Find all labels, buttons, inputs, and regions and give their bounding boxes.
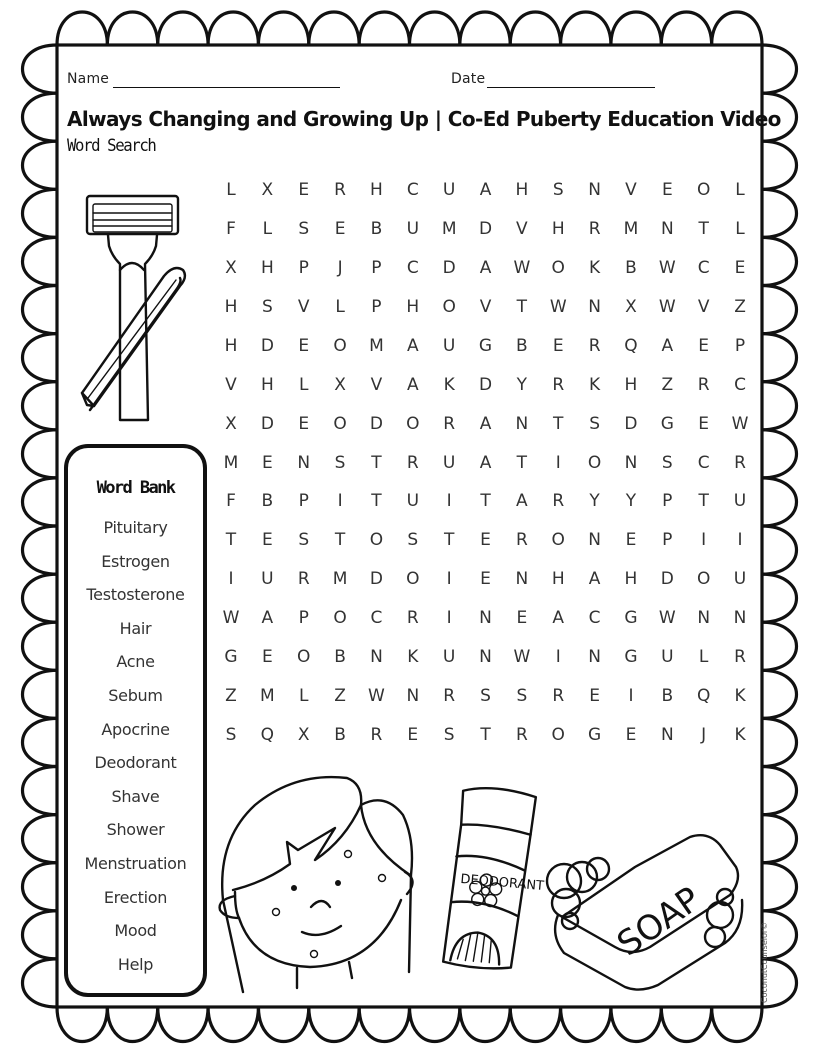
- grid-cell[interactable]: P: [662, 530, 673, 551]
- grid-cell[interactable]: E: [298, 413, 310, 434]
- grid-cell[interactable]: C: [697, 257, 710, 278]
- grid-cell[interactable]: S: [225, 725, 237, 746]
- grid-cell[interactable]: X: [334, 374, 346, 395]
- grid-cell[interactable]: B: [625, 257, 637, 278]
- grid-cell[interactable]: O: [551, 725, 565, 746]
- page-subtitle: Word Search: [67, 136, 156, 156]
- page-title: Always Changing and Growing Up | Co-Ed Puberty Education Video: [67, 107, 781, 131]
- grid-cell[interactable]: H: [224, 335, 238, 356]
- grid-cell[interactable]: U: [442, 647, 456, 668]
- grid-cell[interactable]: O: [587, 452, 602, 473]
- grid-cell[interactable]: T: [698, 491, 709, 512]
- grid-cell[interactable]: T: [371, 452, 382, 473]
- grid-cell[interactable]: D: [478, 218, 493, 239]
- grid-cell[interactable]: S: [261, 296, 273, 317]
- grid-cell[interactable]: O: [333, 608, 347, 629]
- grid-cell[interactable]: N: [515, 569, 529, 590]
- copyright-credit: CoconutCounselor©: [760, 921, 769, 1003]
- grid-cell[interactable]: E: [261, 452, 273, 473]
- razor-tweezers-illustration: [60, 180, 210, 430]
- grid-cell[interactable]: Y: [625, 491, 637, 512]
- grid-cell[interactable]: G: [224, 647, 238, 668]
- grid-cell[interactable]: J: [337, 257, 343, 278]
- grid-cell[interactable]: P: [371, 296, 382, 317]
- grid-cell[interactable]: R: [697, 374, 710, 395]
- grid-cell[interactable]: M: [332, 569, 348, 590]
- grid-cell[interactable]: R: [552, 491, 565, 512]
- word-bank-item: Estrogen: [101, 551, 170, 571]
- word-bank-item: Shower: [106, 820, 165, 840]
- grid-cell[interactable]: I: [446, 569, 452, 590]
- grid-cell[interactable]: N: [660, 725, 674, 746]
- grid-cell[interactable]: Z: [225, 686, 237, 707]
- grid-cell[interactable]: P: [662, 491, 673, 512]
- grid-cell[interactable]: E: [298, 180, 310, 200]
- grid-cell[interactable]: B: [334, 647, 346, 668]
- grid-cell[interactable]: W: [513, 647, 531, 668]
- grid-cell[interactable]: V: [297, 296, 310, 317]
- grid-cell[interactable]: R: [734, 452, 746, 473]
- grid-cell[interactable]: N: [515, 413, 529, 434]
- grid-cell[interactable]: C: [588, 608, 601, 629]
- grid-cell[interactable]: R: [588, 335, 601, 356]
- grid-cell[interactable]: R: [370, 725, 383, 746]
- grid-cell[interactable]: F: [226, 491, 236, 512]
- grid-cell[interactable]: X: [261, 180, 274, 200]
- grid-cell[interactable]: S: [516, 686, 528, 707]
- grid-cell[interactable]: M: [260, 686, 275, 707]
- grid-cell[interactable]: R: [334, 180, 346, 200]
- grid-cell[interactable]: E: [734, 257, 746, 278]
- grid-cell[interactable]: T: [553, 413, 564, 434]
- grid-cell[interactable]: C: [734, 374, 746, 395]
- grid-cell[interactable]: C: [406, 257, 419, 278]
- grid-cell[interactable]: C: [370, 608, 383, 629]
- grid-cell[interactable]: H: [224, 296, 238, 317]
- grid-cell[interactable]: J: [701, 725, 707, 746]
- grid-cell[interactable]: R: [552, 686, 565, 707]
- soap-illustration: [540, 825, 750, 995]
- grid-cell[interactable]: G: [660, 413, 674, 434]
- grid-cell[interactable]: H: [260, 374, 274, 395]
- grid-cell[interactable]: E: [625, 725, 637, 746]
- grid-cell[interactable]: N: [406, 686, 420, 707]
- grid-cell[interactable]: Z: [661, 374, 674, 395]
- grid-cell[interactable]: M: [223, 452, 239, 473]
- grid-cell[interactable]: N: [733, 608, 747, 629]
- grid-cell[interactable]: R: [406, 452, 419, 473]
- grid-cell[interactable]: E: [480, 530, 491, 551]
- word-bank-item: Shave: [111, 786, 160, 806]
- grid-cell[interactable]: G: [624, 647, 638, 668]
- grid-cell[interactable]: E: [480, 569, 491, 590]
- grid-cell[interactable]: G: [624, 608, 638, 629]
- grid-cell[interactable]: O: [551, 257, 565, 278]
- grid-cell[interactable]: B: [334, 725, 346, 746]
- grid-cell[interactable]: M: [623, 218, 639, 239]
- grid-cell[interactable]: T: [371, 491, 382, 512]
- grid-cell[interactable]: O: [406, 569, 420, 590]
- grid-cell[interactable]: V: [225, 374, 237, 395]
- grid-cell[interactable]: O: [442, 296, 456, 317]
- grid-cell[interactable]: K: [407, 647, 419, 668]
- grid-cell[interactable]: E: [552, 335, 564, 356]
- grid-cell[interactable]: O: [333, 335, 347, 356]
- grid-cell[interactable]: T: [225, 530, 237, 551]
- grid-cell[interactable]: I: [555, 452, 561, 473]
- grid-cell[interactable]: N: [370, 647, 383, 668]
- grid-cell[interactable]: U: [442, 335, 456, 356]
- grid-cell[interactable]: X: [625, 296, 637, 317]
- grid-cell[interactable]: T: [443, 530, 455, 551]
- grid-cell[interactable]: F: [226, 218, 236, 239]
- grid-cell[interactable]: X: [297, 725, 310, 746]
- grid-cell[interactable]: U: [661, 647, 674, 668]
- word-bank-item: Help: [117, 954, 154, 974]
- word-bank-title: Word Bank: [96, 478, 175, 498]
- grid-cell[interactable]: E: [516, 608, 528, 629]
- grid-cell[interactable]: W: [222, 608, 240, 629]
- grid-cell[interactable]: K: [734, 686, 746, 707]
- grid-cell[interactable]: R: [515, 530, 528, 551]
- grid-cell[interactable]: U: [733, 491, 747, 512]
- grid-cell[interactable]: L: [298, 374, 309, 395]
- grid-cell[interactable]: H: [551, 569, 565, 590]
- grid-cell[interactable]: G: [588, 725, 602, 746]
- grid-cell[interactable]: S: [407, 530, 419, 551]
- grid-cell[interactable]: V: [625, 180, 637, 200]
- grid-cell[interactable]: K: [734, 725, 746, 746]
- grid-cell[interactable]: E: [334, 218, 346, 239]
- grid-cell[interactable]: N: [660, 218, 674, 239]
- grid-cell[interactable]: T: [516, 296, 528, 317]
- grid-cell[interactable]: E: [407, 725, 419, 746]
- grid-cell[interactable]: U: [261, 569, 274, 590]
- grid-cell[interactable]: X: [225, 257, 237, 278]
- grid-cell[interactable]: D: [260, 335, 274, 356]
- grid-cell[interactable]: E: [698, 335, 710, 356]
- grid-cell[interactable]: S: [334, 452, 346, 473]
- grid-cell[interactable]: M: [441, 218, 457, 239]
- word-bank-box: [64, 444, 207, 997]
- word-bank-item: Hair: [119, 618, 152, 638]
- grid-cell[interactable]: H: [624, 374, 638, 395]
- grid-cell[interactable]: N: [588, 180, 601, 200]
- grid-cell[interactable]: A: [261, 608, 274, 629]
- grid-cell[interactable]: L: [298, 686, 309, 707]
- grid-cell[interactable]: S: [589, 413, 600, 434]
- word-bank-item: Pituitary: [103, 518, 168, 537]
- soap-label: SOAP: [610, 879, 709, 965]
- grid-cell[interactable]: W: [658, 257, 676, 278]
- grid-cell[interactable]: H: [406, 296, 420, 317]
- grid-cell[interactable]: U: [442, 452, 456, 473]
- grid-cell[interactable]: A: [479, 257, 492, 278]
- grid-cell[interactable]: E: [661, 180, 673, 200]
- grid-cell[interactable]: T: [698, 218, 709, 239]
- grid-cell[interactable]: A: [479, 413, 492, 434]
- grid-cell[interactable]: I: [337, 491, 343, 512]
- grid-cell[interactable]: C: [406, 180, 419, 200]
- grid-cell[interactable]: I: [737, 530, 743, 551]
- word-bank-item: Testosterone: [86, 585, 185, 605]
- word-bank-item: Deodorant: [94, 753, 177, 773]
- grid-cell[interactable]: V: [370, 374, 383, 395]
- grid-cell[interactable]: H: [370, 180, 383, 200]
- grid-cell[interactable]: D: [624, 413, 638, 434]
- grid-cell[interactable]: L: [735, 180, 745, 200]
- word-bank-item: Mood: [114, 921, 157, 941]
- grid-cell[interactable]: T: [480, 491, 491, 512]
- grid-cell[interactable]: E: [261, 530, 273, 551]
- grid-cell[interactable]: R: [443, 413, 456, 434]
- grid-cell[interactable]: D: [660, 569, 674, 590]
- grid-cell[interactable]: D: [442, 257, 456, 278]
- grid-cell[interactable]: I: [555, 647, 561, 668]
- name-label: Name: [67, 71, 110, 87]
- grid-cell[interactable]: K: [589, 257, 601, 278]
- grid-cell[interactable]: V: [697, 296, 710, 317]
- date-label: Date: [451, 71, 486, 87]
- grid-cell[interactable]: O: [333, 413, 347, 434]
- grid-cell[interactable]: L: [335, 296, 345, 317]
- word-bank-item: Menstruation: [84, 854, 187, 873]
- face-with-acne-illustration: [215, 760, 415, 1000]
- grid-cell[interactable]: C: [697, 452, 710, 473]
- grid-cell[interactable]: W: [658, 608, 676, 629]
- grid-cell[interactable]: B: [261, 491, 274, 512]
- grid-cell[interactable]: D: [478, 374, 493, 395]
- grid-cell[interactable]: L: [226, 180, 236, 200]
- grid-cell[interactable]: P: [298, 491, 309, 512]
- grid-cell[interactable]: R: [588, 218, 601, 239]
- grid-cell[interactable]: P: [298, 257, 309, 278]
- grid-cell[interactable]: Z: [334, 686, 346, 707]
- grid-cell[interactable]: U: [406, 218, 420, 239]
- grid-cell[interactable]: I: [701, 530, 707, 551]
- grid-cell[interactable]: B: [370, 218, 383, 239]
- grid-cell[interactable]: N: [624, 452, 638, 473]
- grid-cell[interactable]: H: [515, 180, 529, 200]
- grid-cell[interactable]: M: [369, 335, 384, 356]
- grid-cell[interactable]: Y: [589, 491, 600, 512]
- grid-cell[interactable]: Q: [260, 725, 275, 746]
- grid-cell[interactable]: I: [628, 686, 634, 707]
- grid-cell[interactable]: R: [406, 608, 419, 629]
- grid-cell[interactable]: V: [479, 296, 492, 317]
- grid-cell[interactable]: R: [552, 374, 565, 395]
- grid-cell[interactable]: K: [589, 374, 601, 395]
- grid-cell[interactable]: A: [516, 491, 528, 512]
- grid-cell[interactable]: R: [443, 686, 456, 707]
- word-bank-item: Sebum: [108, 686, 163, 705]
- grid-cell[interactable]: H: [260, 257, 274, 278]
- grid-cell[interactable]: S: [298, 218, 310, 239]
- grid-cell[interactable]: S: [552, 180, 564, 200]
- grid-cell[interactable]: A: [406, 335, 419, 356]
- grid-cell[interactable]: Z: [734, 296, 746, 317]
- grid-cell[interactable]: W: [658, 296, 676, 317]
- grid-cell[interactable]: A: [588, 569, 601, 590]
- grid-cell[interactable]: Y: [516, 374, 528, 395]
- grid-cell[interactable]: S: [661, 452, 673, 473]
- grid-cell[interactable]: L: [735, 218, 745, 239]
- grid-cell[interactable]: I: [446, 608, 452, 629]
- grid-cell[interactable]: R: [515, 725, 528, 746]
- grid-cell[interactable]: A: [479, 452, 492, 473]
- grid-cell[interactable]: O: [406, 413, 420, 434]
- deodorant-illustration: [430, 775, 545, 990]
- grid-cell[interactable]: W: [513, 257, 531, 278]
- grid-cell[interactable]: A: [552, 608, 565, 629]
- grid-cell[interactable]: B: [661, 686, 674, 707]
- grid-cell[interactable]: T: [334, 530, 346, 551]
- grid-cell[interactable]: P: [298, 608, 309, 629]
- word-bank-item: Erection: [103, 887, 168, 907]
- grid-cell[interactable]: D: [369, 413, 383, 434]
- word-bank-item: Apocrine: [101, 719, 170, 739]
- grid-cell[interactable]: W: [549, 296, 567, 317]
- grid-cell[interactable]: N: [588, 296, 601, 317]
- grid-cell[interactable]: U: [442, 180, 456, 200]
- grid-cell[interactable]: D: [369, 569, 383, 590]
- grid-cell[interactable]: W: [368, 686, 385, 707]
- grid-cell[interactable]: U: [406, 491, 420, 512]
- grid-cell[interactable]: X: [225, 413, 237, 434]
- grid-cell[interactable]: H: [551, 218, 565, 239]
- grid-cell[interactable]: W: [731, 413, 749, 434]
- grid-cell[interactable]: G: [478, 335, 493, 356]
- grid-cell[interactable]: P: [371, 257, 382, 278]
- grid-cell[interactable]: T: [480, 725, 491, 746]
- grid-cell[interactable]: H: [624, 569, 638, 590]
- grid-cell[interactable]: T: [516, 452, 528, 473]
- grid-cell[interactable]: O: [551, 530, 565, 551]
- grid-cell[interactable]: Q: [624, 335, 638, 356]
- deodorant-label: DEODORANT: [459, 871, 545, 895]
- grid-cell[interactable]: N: [588, 530, 601, 551]
- grid-cell[interactable]: L: [262, 218, 273, 239]
- grid-cell[interactable]: K: [443, 374, 455, 395]
- grid-cell[interactable]: L: [698, 647, 709, 668]
- grid-cell[interactable]: P: [734, 335, 746, 356]
- grid-cell[interactable]: I: [228, 569, 234, 590]
- grid-cell[interactable]: E: [589, 686, 600, 707]
- grid-cell[interactable]: O: [369, 530, 384, 551]
- grid-cell[interactable]: I: [446, 491, 452, 512]
- grid-cell[interactable]: R: [297, 569, 310, 590]
- grid-cell[interactable]: S: [443, 725, 455, 746]
- grid-cell[interactable]: Q: [696, 686, 711, 707]
- grid-cell[interactable]: N: [697, 608, 711, 629]
- grid-cell[interactable]: O: [696, 180, 711, 200]
- grid-cell[interactable]: E: [298, 335, 310, 356]
- grid-cell[interactable]: A: [479, 180, 492, 200]
- grid-cell[interactable]: S: [480, 686, 491, 707]
- grid-cell[interactable]: E: [261, 647, 273, 668]
- grid-cell[interactable]: N: [479, 647, 492, 668]
- grid-cell[interactable]: O: [297, 647, 311, 668]
- grid-cell[interactable]: S: [298, 530, 310, 551]
- grid-cell[interactable]: D: [260, 413, 274, 434]
- word-bank-item: Acne: [116, 652, 155, 672]
- grid-cell[interactable]: O: [696, 569, 711, 590]
- grid-cell[interactable]: B: [516, 335, 528, 356]
- grid-cell[interactable]: U: [733, 569, 747, 590]
- grid-cell[interactable]: V: [516, 218, 528, 239]
- grid-cell[interactable]: A: [661, 335, 674, 356]
- grid-cell[interactable]: N: [479, 608, 492, 629]
- grid-cell[interactable]: N: [297, 452, 311, 473]
- grid-cell[interactable]: E: [625, 530, 637, 551]
- grid-cell[interactable]: A: [406, 374, 419, 395]
- grid-cell[interactable]: N: [588, 647, 601, 668]
- grid-cell[interactable]: E: [698, 413, 710, 434]
- grid-cell[interactable]: R: [734, 647, 746, 668]
